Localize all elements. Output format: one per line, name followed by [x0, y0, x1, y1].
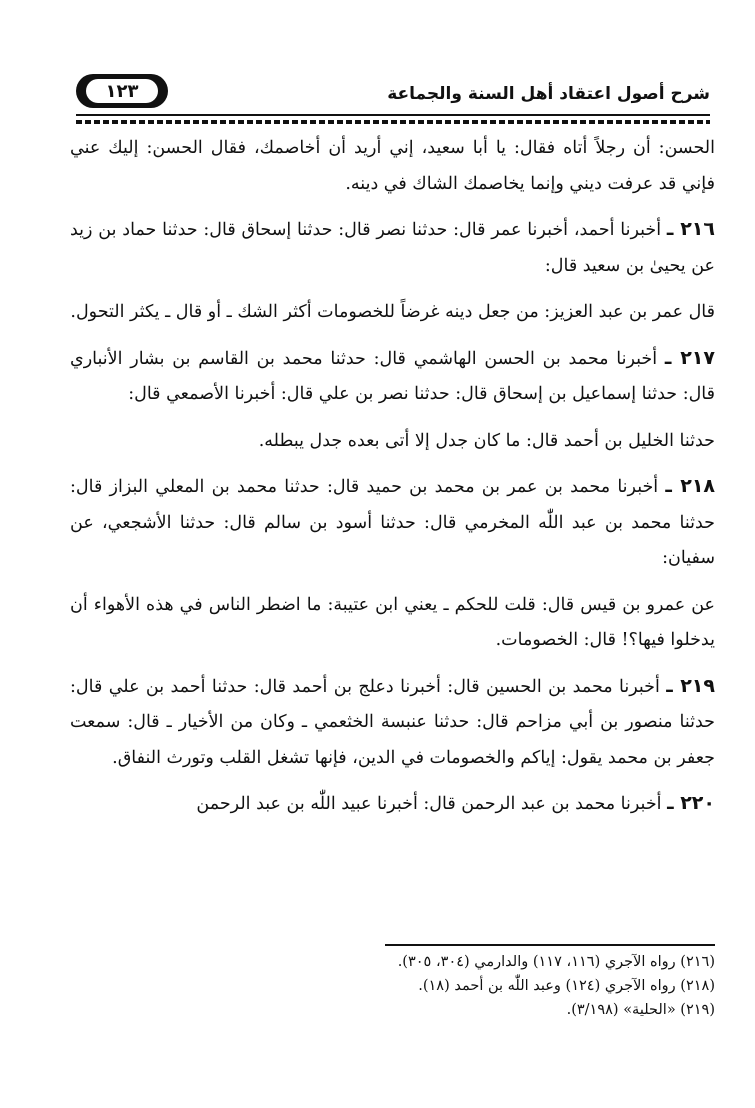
running-title: شرح أصول اعتقاد أهل السنة والجماعة: [387, 84, 710, 104]
page-number-badge: [76, 74, 168, 108]
footnote: (٢١٩) «الحلية» (٣/١٩٨).: [566, 1002, 715, 1018]
footnote: (٢١٦) رواه الآجري (١١٦، ١١٧) والدارمي (٣٠٤، ٣٠٥).: [397, 954, 715, 970]
paragraph: [70, 786, 715, 823]
footnote: (٢١٨) رواه الآجري (١٢٤) وعبد اللّٰه بن أحمد (١٨).: [418, 978, 715, 994]
paragraph-text: الحسن: أن رجلاً أتاه فقال: يا أبا سعيد، إني أريد أن أخاصمك، فقال الحسن: إليك عني فإني قد عرفت ديني وإنما يخاصمك الشاك في دينه.: [70, 138, 715, 194]
paragraph: [70, 423, 715, 460]
paragraph-text: أخبرنا محمد بن الحسن الهاشمي قال: حدثنا محمد بن القاسم بن بشار الأنباري قال: حدثنا إسماعيل بن إسحاق قال: حدثنا نصر بن علي قال: أخبرنا الأصمعي قال:: [70, 348, 715, 404]
paragraph-text: قال عمر بن عبد العزيز: من جعل دينه غرضاً للخصومات أكثر الشك ـ أو قال ـ يكثر التحول.: [70, 302, 715, 322]
hadith-number: ٢١٧ ـ: [664, 346, 715, 369]
paragraph: [70, 294, 715, 331]
paragraph: [70, 130, 715, 202]
hadith-number: ٢١٩ ـ: [666, 674, 715, 697]
paragraph-text: أخبرنا محمد بن عمر بن محمد بن حميد قال: حدثنا محمد بن المعلي البزاز قال: حدثنا محمد بن عبد اللّٰه المخرمي قال: حدثنا أسود بن سالم قال: حدثنا الأشجعي، عن سفيان:: [70, 477, 715, 568]
paragraph: [70, 669, 715, 777]
body-text: [70, 130, 715, 833]
header-dashed-rule: [76, 120, 710, 124]
hadith-number: ٢١٦ ـ: [666, 218, 715, 240]
paragraph-text: عن عمرو بن قيس قال: قلت للحكم ـ يعني ابن عتيبة: ما اضطر الناس في هذه الأهواء أن يدخلوا فيها؟! قال: الخصومات.: [70, 594, 715, 650]
paragraph-text: حدثنا الخليل بن أحمد قال: ما كان جدل إلا أتى بعده جدل يبطله.: [258, 430, 715, 451]
footnote-rule: [385, 944, 715, 946]
paragraph: [70, 341, 715, 413]
paragraph: [70, 469, 715, 577]
page-number: ١٢٣: [86, 79, 158, 103]
hadith-number: ٢٢٠ ـ: [667, 792, 715, 814]
paragraph-text: أخبرنا محمد بن الحسين قال: أخبرنا دعلج بن أحمد قال: حدثنا أحمد بن علي قال: حدثنا منصور بن أبي مزاحم قال: حدثنا عنبسة الخثعمي ـ وكان من الأخيار ـ قال: سمعت جعفر بن محمد يقول: إياكم والخصومات في الدين، فإنها تشغل القلب وتورث النفاق.: [70, 676, 715, 768]
header-rule: [76, 114, 710, 116]
paragraph: [70, 212, 715, 284]
page-header: [76, 70, 710, 110]
hadith-number: ٢١٨ ـ: [665, 475, 716, 497]
paragraph-text: أخبرنا محمد بن عبد الرحمن قال: أخبرنا عبيد اللّٰه بن عبد الرحمن: [196, 794, 662, 814]
footnotes: [90, 950, 715, 1022]
paragraph-text: أخبرنا أحمد، أخبرنا عمر قال: حدثنا نصر قال: حدثنا إسحاق قال: حدثنا حماد بن زيد عن يحيىٰ بن سعيد قال:: [70, 220, 715, 276]
paragraph: [70, 587, 715, 659]
